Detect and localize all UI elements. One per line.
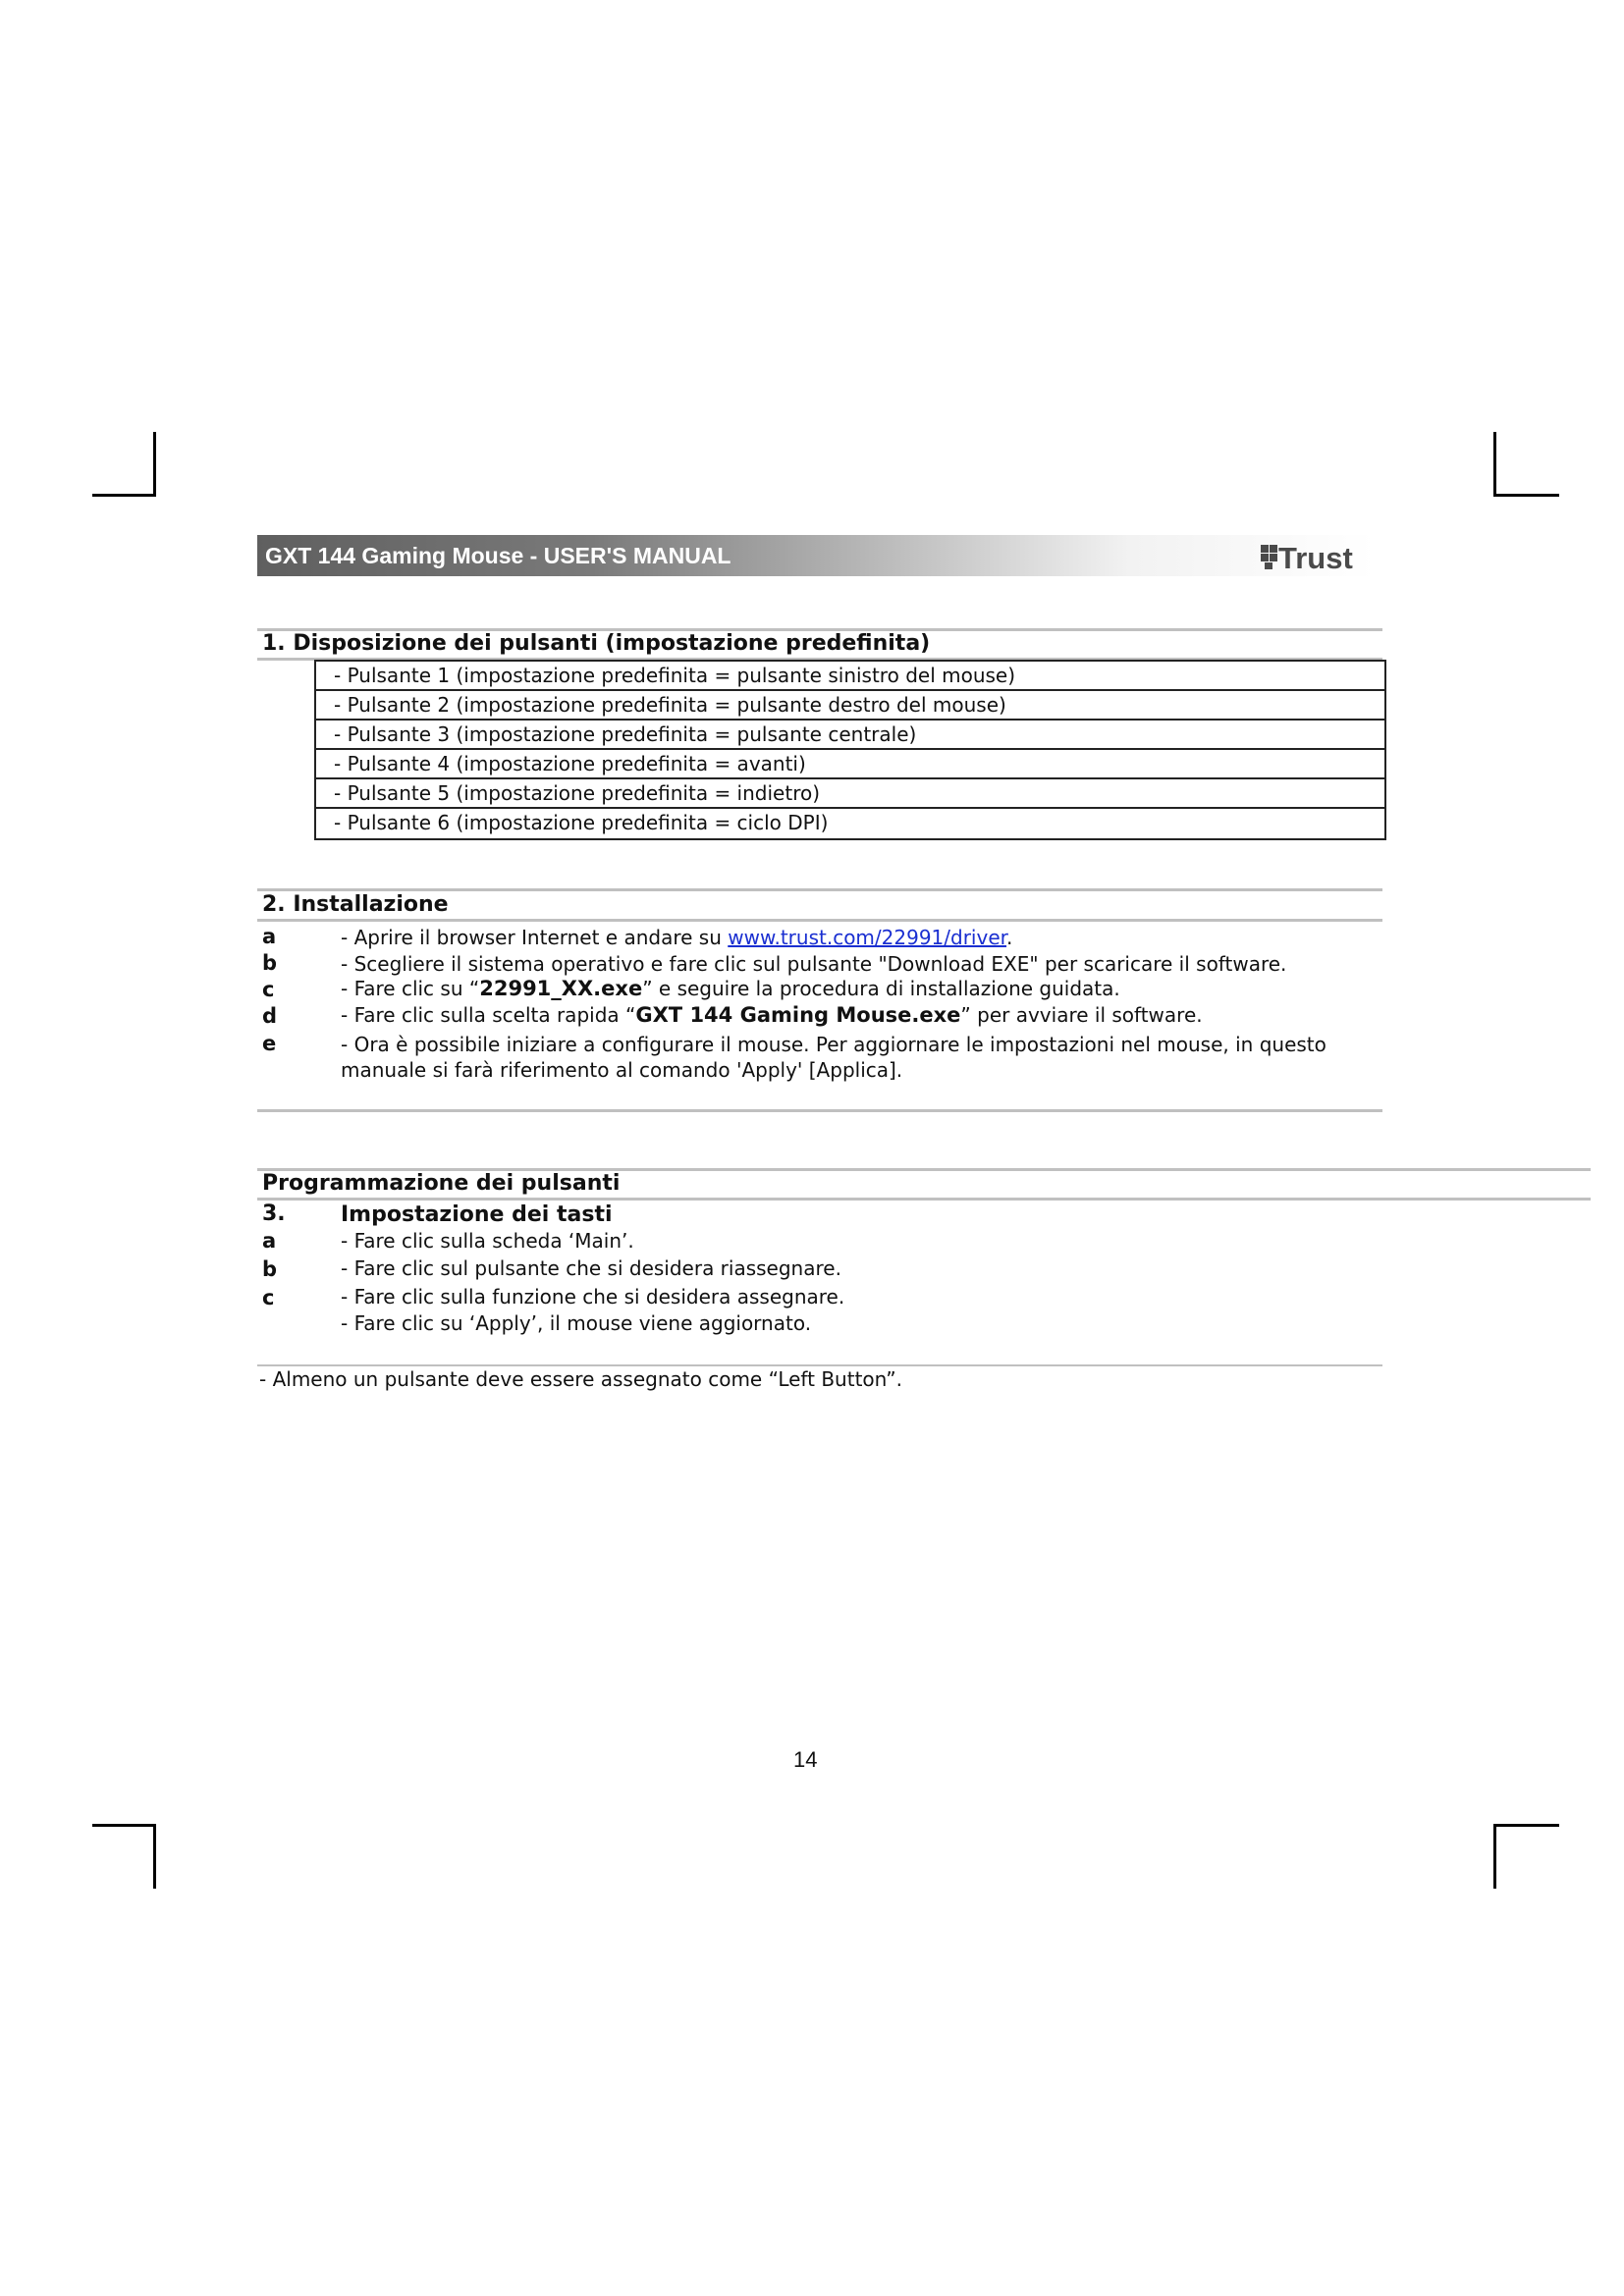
section2-top-rule — [257, 888, 1382, 891]
keys-text-a: - Fare clic sulla scheda ‘Main’. — [341, 1229, 634, 1253]
section3-number: 3. — [262, 1201, 286, 1226]
section2-title: 2. Installazione — [262, 892, 449, 917]
driver-link[interactable]: www.trust.com/22991/driver — [728, 926, 1007, 949]
section3-bottom-rule — [257, 1198, 1591, 1201]
crop-mark-tr-v — [1493, 432, 1496, 497]
step-label-a: a — [262, 925, 277, 948]
button-row: - Pulsante 1 (impostazione predefinita = pulsante sinistro del mouse) — [316, 662, 1384, 691]
step-text-d — [341, 1003, 1203, 1027]
crop-mark-tl-h — [92, 494, 156, 497]
step-d-bold: GXT 144 Gaming Mouse.exe — [635, 1003, 961, 1027]
brand-text: Trust — [1278, 541, 1353, 573]
crop-mark-tr-h — [1493, 494, 1559, 497]
button-row: - Pulsante 4 (impostazione predefinita = avanti) — [316, 750, 1384, 779]
section2-end-rule — [257, 1109, 1382, 1112]
button-row: - Pulsante 6 (impostazione predefinita = ciclo DPI) — [334, 811, 829, 834]
header-title — [265, 543, 731, 569]
step-a-pre: - Aprire il browser Internet e andare su — [341, 926, 729, 949]
keys-label-a: a — [262, 1229, 277, 1253]
page-number: 14 — [793, 1747, 818, 1772]
section1-title: 1. Disposizione dei pulsanti (impostazione predefinita) — [262, 631, 931, 656]
step-c-post: ” e seguire la procedura di installazione guidata. — [642, 977, 1120, 1000]
step-label-b: b — [262, 951, 278, 975]
button-row: - Pulsante 5 (impostazione predefinita = indietro) — [316, 779, 1384, 809]
step-d-pre: - Fare clic sulla scelta rapida “ — [341, 1003, 636, 1027]
note-text: - Almeno un pulsante deve essere assegnato come “Left Button”. — [259, 1367, 902, 1391]
step-d-post: ” per avviare il software. — [960, 1003, 1203, 1027]
crop-mark-bl-h — [92, 1824, 156, 1827]
trust-logo — [1259, 538, 1380, 573]
step-text-a — [341, 926, 1012, 949]
step-label-e: e — [262, 1032, 277, 1055]
step-text-e-line2: manuale si farà riferimento al comando 'Apply' [Applica]. — [341, 1058, 903, 1082]
step-c-pre: - Fare clic su “ — [341, 977, 480, 1000]
keys-label-b: b — [262, 1257, 278, 1281]
keys-label-c: c — [262, 1286, 275, 1309]
button-layout-table — [314, 660, 1386, 840]
step-c-bold: 22991_XX.exe — [479, 977, 643, 1000]
crop-mark-br-h — [1493, 1824, 1559, 1827]
section3-title: Programmazione dei pulsanti — [262, 1171, 621, 1196]
step-label-d: d — [262, 1004, 278, 1028]
note-rule — [257, 1364, 1382, 1366]
button-row: - Pulsante 3 (impostazione predefinita = pulsante centrale) — [316, 721, 1384, 750]
step-text-e-line1: - Ora è possibile iniziare a configurare il mouse. Per aggiornare le impostazioni nel mouse, in questo — [341, 1033, 1326, 1056]
step-text-b: - Scegliere il sistema operativo e fare clic sul pulsante "Download EXE" per scaricare il software. — [341, 952, 1287, 976]
section2-bottom-rule — [257, 919, 1382, 922]
crop-mark-bl-v — [153, 1824, 156, 1889]
crop-mark-tl-v — [153, 432, 156, 497]
keys-text-b: - Fare clic sul pulsante che si desidera riassegnare. — [341, 1256, 841, 1280]
section3-subtitle: Impostazione dei tasti — [341, 1202, 613, 1227]
crop-mark-br-v — [1493, 1824, 1496, 1889]
step-a-post: . — [1006, 926, 1013, 949]
keys-text-c: - Fare clic sulla funzione che si desidera assegnare. — [341, 1285, 845, 1308]
keys-text-apply: - Fare clic su ‘Apply’, il mouse viene aggiornato. — [341, 1311, 812, 1335]
header-product: GXT 144 Gaming Mouse - — [265, 543, 544, 568]
step-text-c — [341, 977, 1120, 1000]
button-row: - Pulsante 2 (impostazione predefinita = pulsante destro del mouse) — [316, 691, 1384, 721]
header-manual: USER'S MANUAL — [543, 543, 731, 568]
step-label-c: c — [262, 978, 275, 1001]
